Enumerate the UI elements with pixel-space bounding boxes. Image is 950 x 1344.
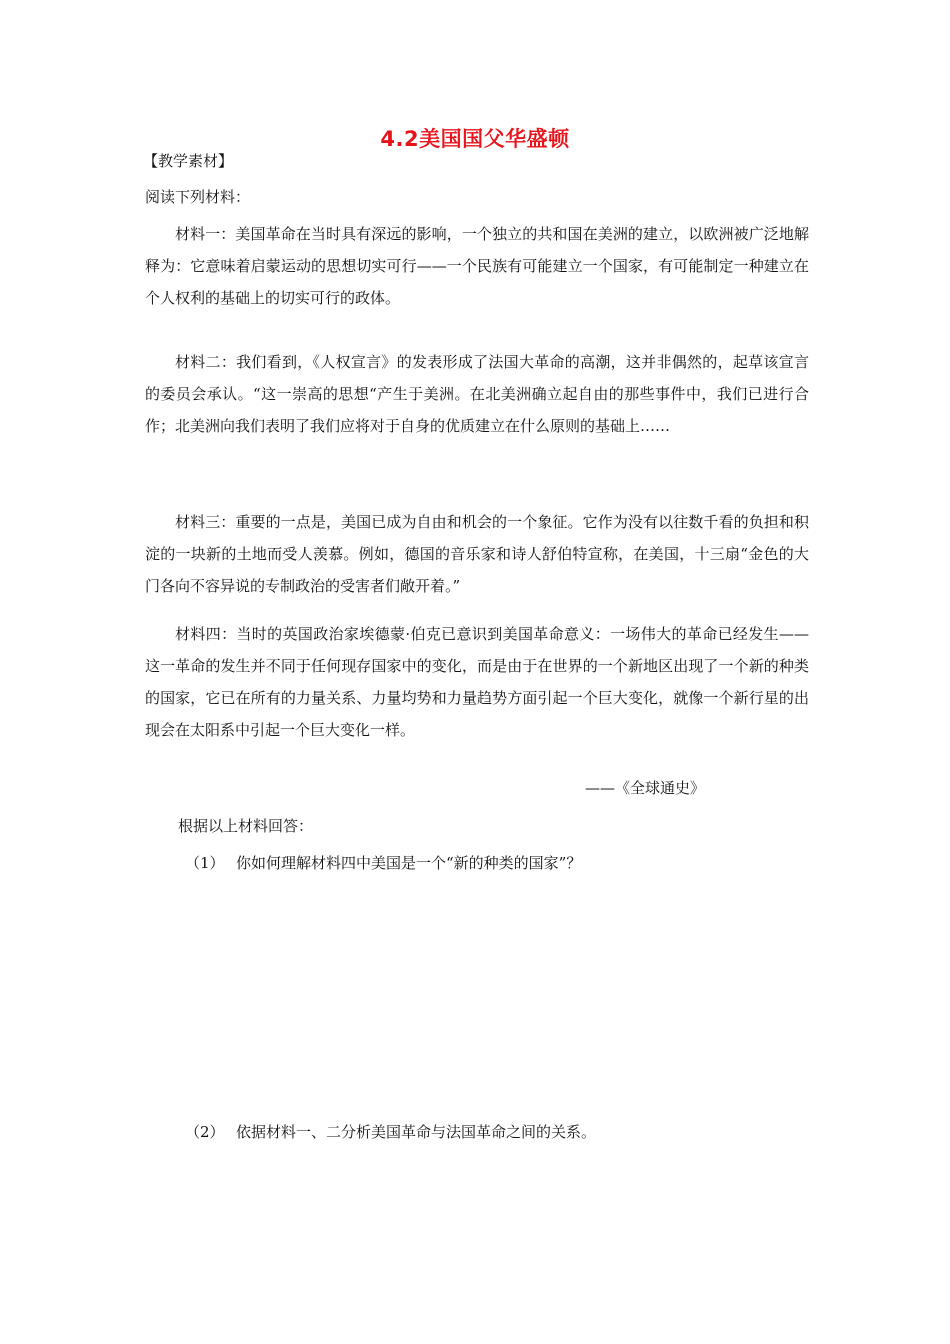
answer-space-2[interactable] [145, 1154, 809, 1314]
material-1: 材料一：美国革命在当时具有深远的影响，一个独立的共和国在美洲的建立，以欧洲被广泛地解释为：它意味着启蒙运动的思想切实可行——一个民族有可能建立一个国家，有可能制定一种建立在个人权利的基础上的切实可行的政体。 [145, 225, 809, 307]
question-2-number: （2） [185, 1123, 225, 1141]
answer-space-1[interactable] [145, 885, 809, 1115]
instruction-text: 阅读下列材料： [145, 188, 251, 206]
question-2-text: 依据材料一、二分析美国革命与法国革命之间的关系。 [236, 1123, 597, 1141]
question-1-number: （1） [185, 854, 225, 872]
material-4: 材料四：当时的英国政治家埃德蒙·伯克已意识到美国革命意义：一场伟大的革命已经发生——这一革命的发生并不同于任何现存国家中的变化，而是由于在世界的一个新地区出现了一个新的种类的国家，它已在所有的力量关系、力量均势和力量趋势方面引起一个巨大变化，就像一个新行星的出现会在太阳系中引起一个巨大变化一样。 [145, 625, 809, 739]
source-citation: ——《全球通史》 [585, 779, 706, 797]
material-3: 材料三：重要的一点是，美国已成为自由和机会的一个象征。它作为没有以往数千看的负担和积淀的一块新的土地而受人羡慕。例如，德国的音乐家和诗人舒伯特宣称，在美国，十三扇“金色的大门各向不容异说的专制政治的受害者们敞开着。” [145, 513, 809, 595]
document-title: 4.2美国国父华盛顿 [380, 127, 570, 151]
material-2: 材料二：我们看到，《人权宣言》的发表形成了法国大革命的高潮，这并非偶然的，起草该宣言的委员会承认。“这一崇高的思想“产生于美洲。在北美洲确立起自由的那些事件中，我们已进行合作；北美洲向我们表明了我们应将对于自身的优质建立在什么原则的基础上…… [145, 353, 809, 435]
question-2 [185, 1122, 596, 1142]
question-prompt: 根据以上材料回答： [178, 817, 314, 835]
question-1-text: 你如何理解材料四中美国是一个“新的种类的国家”？ [236, 854, 582, 872]
question-1 [185, 853, 581, 873]
section-label: 【教学素材】 [143, 152, 234, 170]
